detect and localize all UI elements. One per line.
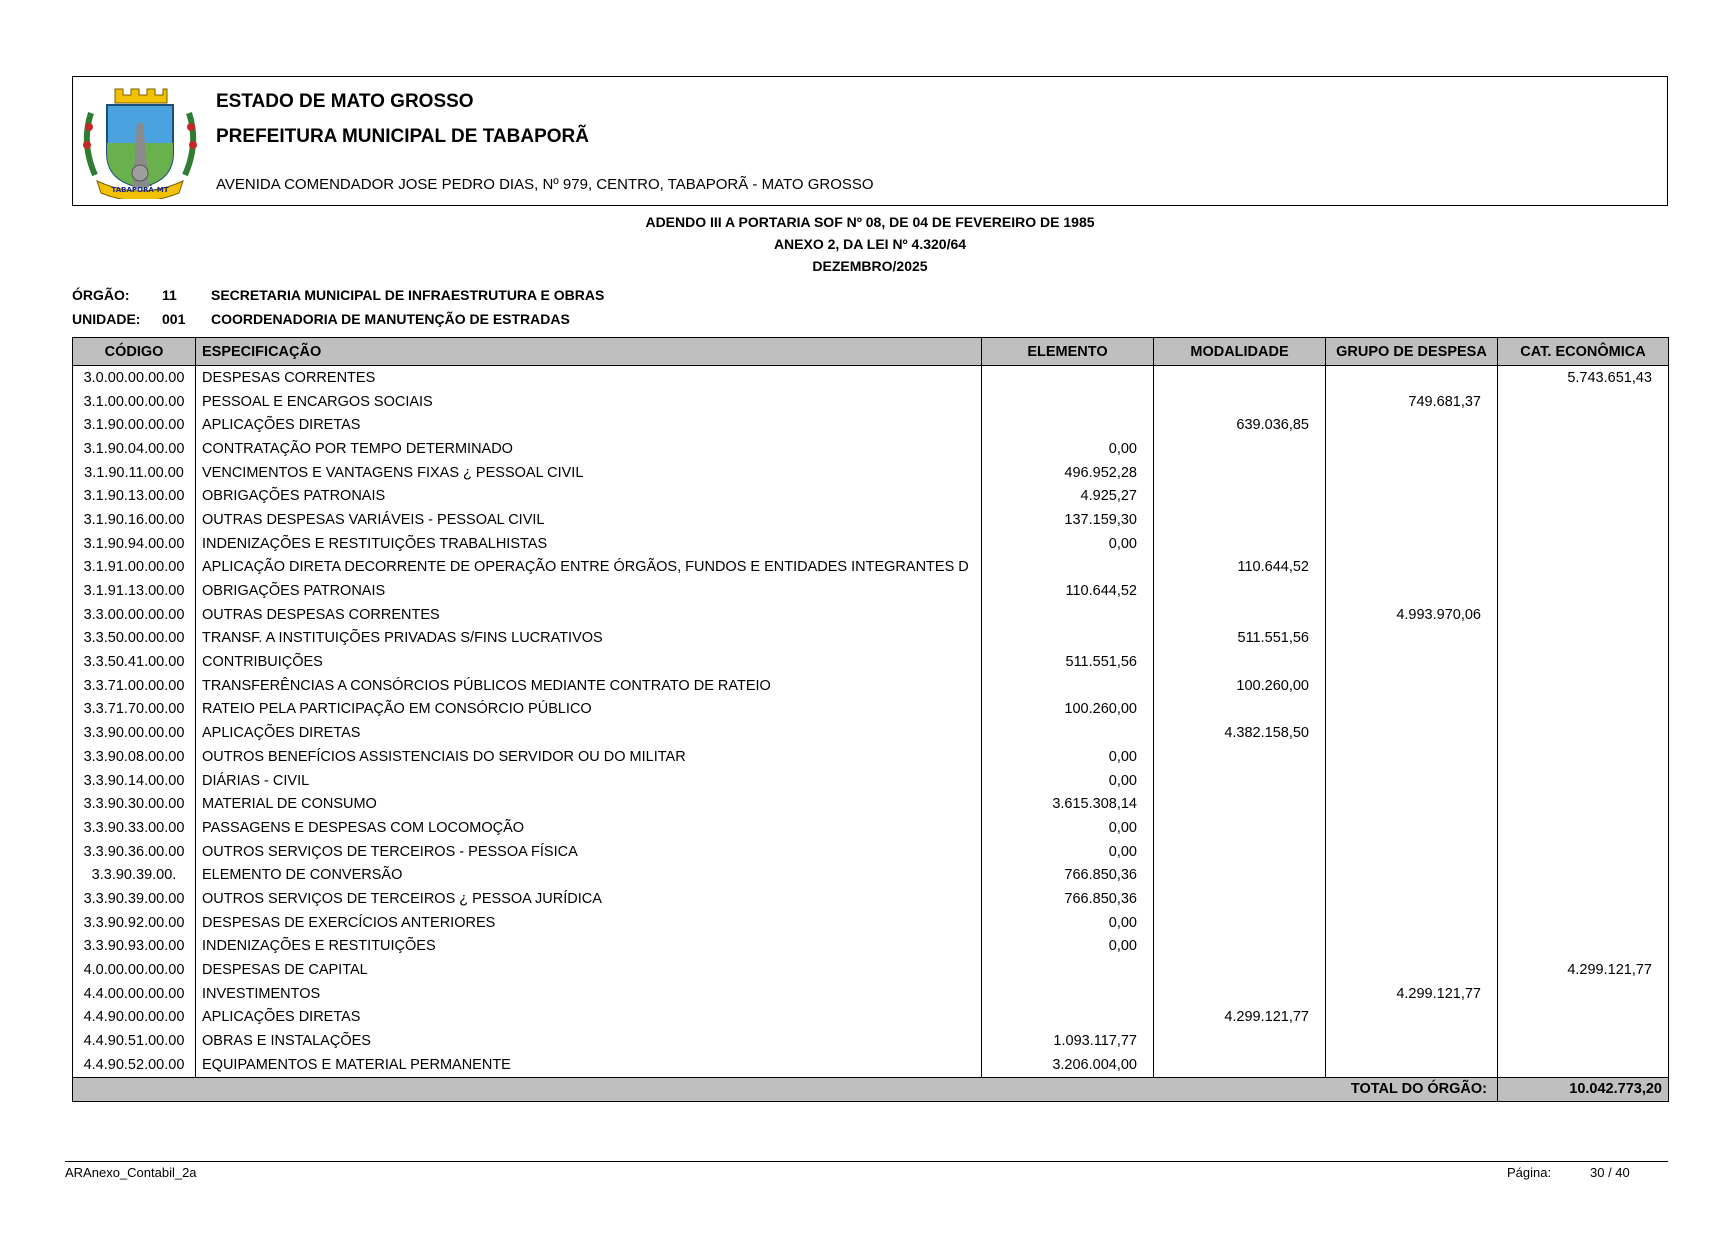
header-cat-economica: CAT. ECONÔMICA (1498, 338, 1669, 366)
cell-modalidade (1154, 437, 1326, 461)
cell-grupo-despesa (1326, 413, 1498, 437)
table-row (73, 769, 1669, 793)
cell-cat-economica (1498, 887, 1669, 911)
crest-banner-text: TABAPORÃ-MT (111, 186, 169, 194)
cell-grupo-despesa (1326, 484, 1498, 508)
cell-cat-economica (1498, 935, 1669, 959)
cell-grupo-despesa (1326, 508, 1498, 532)
cell-elemento: 3.615.308,14 (982, 792, 1154, 816)
cell-cat-economica (1498, 840, 1669, 864)
cell-especificacao: APLICAÇÃO DIRETA DECORRENTE DE OPERAÇÃO ENTRE ÓRGÃOS, FUNDOS E ENTIDADES INTEGRANTES D (196, 556, 982, 580)
orgao-code: 11 (162, 287, 177, 303)
cell-cat-economica (1498, 698, 1669, 722)
cell-elemento: 110.644,52 (982, 579, 1154, 603)
table-row (73, 437, 1669, 461)
table-row (73, 1006, 1669, 1030)
cell-grupo-despesa (1326, 958, 1498, 982)
cell-especificacao: RATEIO PELA PARTICIPAÇÃO EM CONSÓRCIO PÚBLICO (196, 698, 982, 722)
cell-cat-economica (1498, 1006, 1669, 1030)
cell-especificacao: DESPESAS CORRENTES (196, 366, 982, 390)
orgao-label: ÓRGÃO: (72, 287, 130, 303)
cell-modalidade (1154, 603, 1326, 627)
cell-codigo: 3.1.00.00.00.00 (73, 390, 196, 414)
table-row (73, 461, 1669, 485)
cell-grupo-despesa: 749.681,37 (1326, 390, 1498, 414)
cell-especificacao: TRANSF. A INSTITUIÇÕES PRIVADAS S/FINS LUCRATIVOS (196, 627, 982, 651)
cell-codigo: 3.3.90.30.00.00 (73, 792, 196, 816)
table-row (73, 366, 1669, 390)
cell-grupo-despesa (1326, 650, 1498, 674)
cell-codigo: 4.4.90.00.00.00 (73, 1006, 196, 1030)
cell-elemento: 4.925,27 (982, 484, 1154, 508)
cell-grupo-despesa (1326, 745, 1498, 769)
municipal-crest-icon (79, 83, 201, 199)
table-row (73, 840, 1669, 864)
organization-info (72, 287, 872, 335)
cell-elemento (982, 1006, 1154, 1030)
header-especificacao: ESPECIFICAÇÃO (196, 338, 982, 366)
prefecture-name: PREFEITURA MUNICIPAL DE TABAPORÃ (216, 126, 589, 147)
table-row (73, 603, 1669, 627)
cell-elemento: 0,00 (982, 935, 1154, 959)
cell-codigo: 3.3.90.39.00. (73, 863, 196, 887)
cell-codigo: 3.3.50.41.00.00 (73, 650, 196, 674)
cell-codigo: 3.3.71.00.00.00 (73, 674, 196, 698)
cell-especificacao: OBRAS E INSTALAÇÕES (196, 1029, 982, 1053)
cell-grupo-despesa (1326, 721, 1498, 745)
title-line-1: ADENDO III A PORTARIA SOF Nº 08, DE 04 DE FEVEREIRO DE 1985 (645, 214, 1095, 230)
cell-cat-economica (1498, 911, 1669, 935)
cell-grupo-despesa (1326, 579, 1498, 603)
cell-codigo: 3.3.90.39.00.00 (73, 887, 196, 911)
cell-cat-economica: 5.743.651,43 (1498, 366, 1669, 390)
cell-modalidade (1154, 958, 1326, 982)
total-value: 10.042.773,20 (1498, 1077, 1669, 1102)
header-codigo: CÓDIGO (73, 338, 196, 366)
cell-elemento: 0,00 (982, 816, 1154, 840)
cell-especificacao: OUTRAS DESPESAS VARIÁVEIS - PESSOAL CIVIL (196, 508, 982, 532)
cell-codigo: 4.4.00.00.00.00 (73, 982, 196, 1006)
cell-especificacao: APLICAÇÕES DIRETAS (196, 1006, 982, 1030)
cell-modalidade (1154, 863, 1326, 887)
table-row (73, 887, 1669, 911)
unidade-label: UNIDADE: (72, 311, 141, 327)
cell-grupo-despesa (1326, 366, 1498, 390)
cell-cat-economica (1498, 603, 1669, 627)
cell-cat-economica: 4.299.121,77 (1498, 958, 1669, 982)
cell-modalidade: 110.644,52 (1154, 556, 1326, 580)
cell-modalidade (1154, 532, 1326, 556)
cell-cat-economica (1498, 650, 1669, 674)
cell-grupo-despesa (1326, 1053, 1498, 1077)
cell-cat-economica (1498, 982, 1669, 1006)
cell-grupo-despesa (1326, 1006, 1498, 1030)
cell-modalidade: 4.382.158,50 (1154, 721, 1326, 745)
cell-grupo-despesa (1326, 674, 1498, 698)
cell-modalidade: 511.551,56 (1154, 627, 1326, 651)
footer-divider (65, 1161, 1668, 1162)
table-row (73, 508, 1669, 532)
cell-elemento (982, 958, 1154, 982)
cell-modalidade (1154, 745, 1326, 769)
cell-codigo: 3.3.90.92.00.00 (73, 911, 196, 935)
table-row (73, 390, 1669, 414)
cell-grupo-despesa (1326, 556, 1498, 580)
cell-modalidade (1154, 650, 1326, 674)
cell-modalidade: 100.260,00 (1154, 674, 1326, 698)
cell-especificacao: OBRIGAÇÕES PATRONAIS (196, 484, 982, 508)
table-row (73, 745, 1669, 769)
table-row (73, 650, 1669, 674)
cell-cat-economica (1498, 437, 1669, 461)
table-row (73, 1053, 1669, 1077)
cell-codigo: 3.3.90.08.00.00 (73, 745, 196, 769)
cell-elemento (982, 556, 1154, 580)
cell-grupo-despesa (1326, 840, 1498, 864)
cell-codigo: 3.1.91.00.00.00 (73, 556, 196, 580)
cell-especificacao: DESPESAS DE CAPITAL (196, 958, 982, 982)
cell-elemento: 3.206.004,00 (982, 1053, 1154, 1077)
cell-cat-economica (1498, 461, 1669, 485)
cell-codigo: 4.0.00.00.00.00 (73, 958, 196, 982)
cell-codigo: 3.3.90.33.00.00 (73, 816, 196, 840)
unidade-code: 001 (162, 311, 186, 327)
cell-elemento (982, 366, 1154, 390)
cell-elemento (982, 603, 1154, 627)
cell-especificacao: VENCIMENTOS E VANTAGENS FIXAS ¿ PESSOAL CIVIL (196, 461, 982, 485)
state-name: ESTADO DE MATO GROSSO (216, 91, 474, 112)
cell-grupo-despesa (1326, 816, 1498, 840)
table-row (73, 1029, 1669, 1053)
cell-especificacao: OUTROS BENEFÍCIOS ASSISTENCIAIS DO SERVIDOR OU DO MILITAR (196, 745, 982, 769)
cell-cat-economica (1498, 484, 1669, 508)
cell-codigo: 3.1.90.13.00.00 (73, 484, 196, 508)
cell-modalidade (1154, 840, 1326, 864)
table-row (73, 532, 1669, 556)
cell-elemento: 766.850,36 (982, 887, 1154, 911)
cell-elemento (982, 390, 1154, 414)
cell-modalidade (1154, 1029, 1326, 1053)
header-modalidade: MODALIDADE (1154, 338, 1326, 366)
cell-especificacao: INDENIZAÇÕES E RESTITUIÇÕES TRABALHISTAS (196, 532, 982, 556)
table-row (73, 863, 1669, 887)
cell-cat-economica (1498, 390, 1669, 414)
cell-especificacao: TRANSFERÊNCIAS A CONSÓRCIOS PÚBLICOS MEDIANTE CONTRATO DE RATEIO (196, 674, 982, 698)
cell-elemento: 0,00 (982, 769, 1154, 793)
cell-codigo: 4.4.90.51.00.00 (73, 1029, 196, 1053)
cell-codigo: 3.1.91.13.00.00 (73, 579, 196, 603)
cell-codigo: 3.0.00.00.00.00 (73, 366, 196, 390)
total-row (73, 1077, 1669, 1102)
table-row (73, 911, 1669, 935)
cell-modalidade (1154, 579, 1326, 603)
cell-cat-economica (1498, 413, 1669, 437)
cell-cat-economica (1498, 721, 1669, 745)
report-titles (72, 211, 1668, 277)
table-row (73, 698, 1669, 722)
page-label: Página: (1507, 1165, 1552, 1180)
cell-codigo: 3.3.90.36.00.00 (73, 840, 196, 864)
cell-especificacao: INVESTIMENTOS (196, 982, 982, 1006)
cell-especificacao: DIÁRIAS - CIVIL (196, 769, 982, 793)
table-row (73, 721, 1669, 745)
cell-codigo: 3.1.90.11.00.00 (73, 461, 196, 485)
cell-modalidade (1154, 508, 1326, 532)
cell-cat-economica (1498, 745, 1669, 769)
title-line-3: DEZEMBRO/2025 (812, 258, 928, 274)
cell-elemento: 0,00 (982, 437, 1154, 461)
cell-modalidade: 4.299.121,77 (1154, 1006, 1326, 1030)
cell-grupo-despesa (1326, 935, 1498, 959)
cell-codigo: 3.3.90.14.00.00 (73, 769, 196, 793)
cell-codigo: 3.3.00.00.00.00 (73, 603, 196, 627)
cell-grupo-despesa: 4.993.970,06 (1326, 603, 1498, 627)
cell-grupo-despesa (1326, 461, 1498, 485)
table-row (73, 556, 1669, 580)
cell-grupo-despesa (1326, 1029, 1498, 1053)
cell-modalidade (1154, 390, 1326, 414)
cell-codigo: 3.1.90.16.00.00 (73, 508, 196, 532)
table-row (73, 627, 1669, 651)
cell-elemento (982, 627, 1154, 651)
cell-modalidade (1154, 461, 1326, 485)
table-row (73, 816, 1669, 840)
unidade-row (72, 311, 872, 335)
page-number: 30 / 40 (1590, 1165, 1630, 1180)
cell-grupo-despesa (1326, 863, 1498, 887)
cell-grupo-despesa (1326, 698, 1498, 722)
address: AVENIDA COMENDADOR JOSE PEDRO DIAS, Nº 979, CENTRO, TABAPORÃ - MATO GROSSO (216, 176, 874, 193)
cell-elemento: 0,00 (982, 745, 1154, 769)
cell-elemento: 766.850,36 (982, 863, 1154, 887)
cell-codigo: 4.4.90.52.00.00 (73, 1053, 196, 1077)
cell-modalidade (1154, 982, 1326, 1006)
cell-cat-economica (1498, 769, 1669, 793)
cell-elemento (982, 413, 1154, 437)
cell-modalidade (1154, 792, 1326, 816)
cell-cat-economica (1498, 1029, 1669, 1053)
cell-modalidade (1154, 887, 1326, 911)
cell-modalidade (1154, 935, 1326, 959)
cell-grupo-despesa (1326, 627, 1498, 651)
report-header (72, 76, 1668, 206)
cell-especificacao: MATERIAL DE CONSUMO (196, 792, 982, 816)
cell-modalidade (1154, 769, 1326, 793)
cell-codigo: 3.3.71.70.00.00 (73, 698, 196, 722)
table-row (73, 982, 1669, 1006)
cell-especificacao: DESPESAS DE EXERCÍCIOS ANTERIORES (196, 911, 982, 935)
cell-elemento: 0,00 (982, 911, 1154, 935)
cell-especificacao: OUTRAS DESPESAS CORRENTES (196, 603, 982, 627)
cell-grupo-despesa (1326, 532, 1498, 556)
cell-codigo: 3.1.90.00.00.00 (73, 413, 196, 437)
cell-especificacao: ELEMENTO DE CONVERSÃO (196, 863, 982, 887)
cell-elemento: 0,00 (982, 532, 1154, 556)
table-row (73, 792, 1669, 816)
cell-grupo-despesa (1326, 769, 1498, 793)
cell-grupo-despesa (1326, 911, 1498, 935)
cell-especificacao: CONTRIBUIÇÕES (196, 650, 982, 674)
cell-cat-economica (1498, 579, 1669, 603)
cell-especificacao: APLICAÇÕES DIRETAS (196, 721, 982, 745)
cell-codigo: 3.1.90.04.00.00 (73, 437, 196, 461)
cell-especificacao: EQUIPAMENTOS E MATERIAL PERMANENTE (196, 1053, 982, 1077)
header-elemento: ELEMENTO (982, 338, 1154, 366)
orgao-row (72, 287, 872, 311)
cell-cat-economica (1498, 532, 1669, 556)
cell-modalidade (1154, 366, 1326, 390)
cell-cat-economica (1498, 792, 1669, 816)
cell-modalidade (1154, 911, 1326, 935)
cell-grupo-despesa (1326, 792, 1498, 816)
cell-especificacao: OUTROS SERVIÇOS DE TERCEIROS ¿ PESSOA JURÍDICA (196, 887, 982, 911)
cell-modalidade (1154, 816, 1326, 840)
cell-especificacao: APLICAÇÕES DIRETAS (196, 413, 982, 437)
cell-cat-economica (1498, 674, 1669, 698)
table-row (73, 958, 1669, 982)
cell-elemento: 137.159,30 (982, 508, 1154, 532)
cell-especificacao: CONTRATAÇÃO POR TEMPO DETERMINADO (196, 437, 982, 461)
header-grupo-despesa: GRUPO DE DESPESA (1326, 338, 1498, 366)
cell-grupo-despesa (1326, 437, 1498, 461)
table-row (73, 579, 1669, 603)
table-header-row (73, 338, 1669, 366)
cell-especificacao: OUTROS SERVIÇOS DE TERCEIROS - PESSOA FÍSICA (196, 840, 982, 864)
table-row (73, 413, 1669, 437)
cell-cat-economica (1498, 1053, 1669, 1077)
cell-modalidade (1154, 698, 1326, 722)
cell-especificacao: PASSAGENS E DESPESAS COM LOCOMOÇÃO (196, 816, 982, 840)
cell-modalidade: 639.036,85 (1154, 413, 1326, 437)
cell-elemento: 1.093.117,77 (982, 1029, 1154, 1053)
cell-cat-economica (1498, 556, 1669, 580)
cell-especificacao: OBRIGAÇÕES PATRONAIS (196, 579, 982, 603)
cell-elemento (982, 721, 1154, 745)
cell-codigo: 3.3.90.00.00.00 (73, 721, 196, 745)
cell-especificacao: INDENIZAÇÕES E RESTITUIÇÕES (196, 935, 982, 959)
cell-grupo-despesa (1326, 887, 1498, 911)
cell-especificacao: PESSOAL E ENCARGOS SOCIAIS (196, 390, 982, 414)
cell-cat-economica (1498, 508, 1669, 532)
table-body (73, 366, 1669, 1078)
report-id: ARAnexo_Contabil_2a (65, 1165, 197, 1180)
cell-elemento: 496.952,28 (982, 461, 1154, 485)
cell-grupo-despesa: 4.299.121,77 (1326, 982, 1498, 1006)
cell-elemento: 511.551,56 (982, 650, 1154, 674)
cell-cat-economica (1498, 627, 1669, 651)
table-row (73, 484, 1669, 508)
table-row (73, 674, 1669, 698)
expense-table (72, 337, 1669, 1102)
cell-cat-economica (1498, 816, 1669, 840)
cell-modalidade (1154, 484, 1326, 508)
total-label: TOTAL DO ÓRGÃO: (73, 1077, 1498, 1102)
cell-elemento (982, 982, 1154, 1006)
unidade-name: COORDENADORIA DE MANUTENÇÃO DE ESTRADAS (211, 311, 570, 327)
cell-elemento (982, 674, 1154, 698)
cell-modalidade (1154, 1053, 1326, 1077)
cell-cat-economica (1498, 863, 1669, 887)
title-line-2: ANEXO 2, DA LEI Nº 4.320/64 (773, 236, 967, 252)
cell-codigo: 3.1.90.94.00.00 (73, 532, 196, 556)
cell-codigo: 3.3.90.93.00.00 (73, 935, 196, 959)
cell-elemento: 0,00 (982, 840, 1154, 864)
cell-codigo: 3.3.50.00.00.00 (73, 627, 196, 651)
table-row (73, 935, 1669, 959)
cell-elemento: 100.260,00 (982, 698, 1154, 722)
orgao-name: SECRETARIA MUNICIPAL DE INFRAESTRUTURA E OBRAS (211, 287, 605, 303)
